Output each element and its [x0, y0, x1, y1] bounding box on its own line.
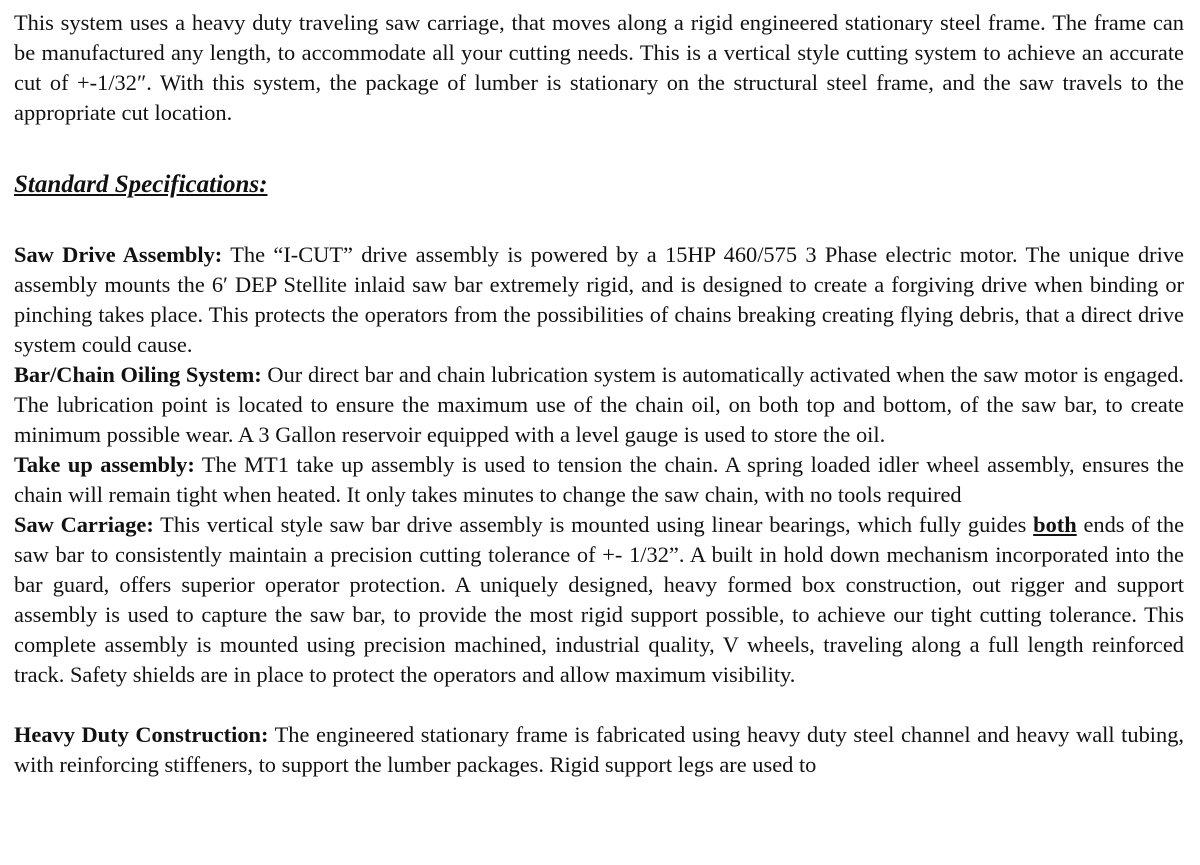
spec-heavy-duty-construction — [14, 720, 1184, 780]
spec-term: Heavy Duty Construction: — [14, 722, 269, 747]
document-page — [14, 8, 1184, 780]
spec-text: The “I-CUT” drive assembly is powered by a 15HP 460/575 3 Phase electric motor. The unique drive assembly mounts the 6′ DEP Stellite inlaid saw bar extremely rigid, and is designed to create a forgiving drive when binding or pinching takes place. This protects the operators from the possibilities of chains breaking creating flying debris, that a direct drive system could cause. — [14, 242, 1184, 357]
spec-term: Bar/Chain Oiling System: — [14, 362, 262, 387]
spec-saw-drive-assembly — [14, 240, 1184, 360]
spec-saw-carriage — [14, 510, 1184, 690]
spec-term: Saw Drive Assembly: — [14, 242, 223, 267]
spec-oiling-system — [14, 360, 1184, 450]
spec-emphasis: both — [1033, 512, 1077, 537]
spec-term: Saw Carriage: — [14, 512, 154, 537]
intro-paragraph: This system uses a heavy duty traveling saw carriage, that moves along a rigid engineered stationary steel frame. The frame can be manufactured any length, to accommodate all your cutting needs. This is a vertical style cutting system to achieve an accurate cut of +-1/32″. With this system, the package of lumber is stationary on the structural steel frame, and the saw travels to the appropriate cut location. — [14, 10, 1184, 125]
spec-text: The MT1 take up assembly is used to tension the chain. A spring loaded idler wheel assembly, ensures the chain will remain tight when heated. It only takes minutes to change the saw chain, with no tools required — [14, 452, 1184, 507]
spec-text: Our direct bar and chain lubrication system is automatically activated when the saw motor is engaged. The lubrication point is located to ensure the maximum use of the chain oil, on both top and bottom, of the saw bar, to create minimum possible wear. A 3 Gallon reservoir equipped with a level gauge is used to store the oil. — [14, 362, 1184, 447]
spec-take-up-assembly — [14, 450, 1184, 510]
section-heading: Standard Specifications: — [14, 171, 268, 198]
spec-term: Take up assembly: — [14, 452, 195, 477]
spec-text: ends of the saw bar to consistently maintain a precision cutting tolerance of +- 1/32”. A built in hold down mechanism incorporated into the bar guard, offers superior operator protection. A uniquely designed, heavy formed box construction, out rigger and support assembly is used to capture the saw bar, to provide the most rigid support possible, to achieve our tight cutting tolerance. This complete assembly is mounted using precision machined, industrial quality, V wheels, traveling along a full length reinforced track. Safety shields are in place to protect the operators and allow maximum visibility. — [14, 512, 1185, 687]
spec-text: The engineered stationary frame is fabricated using heavy duty steel channel and heavy wall tubing, with reinforcing stiffeners, to support the lumber packages. Rigid support legs are used to — [14, 722, 1184, 777]
spec-text: This vertical style saw bar drive assembly is mounted using linear bearings, which fully guides — [153, 512, 1034, 537]
